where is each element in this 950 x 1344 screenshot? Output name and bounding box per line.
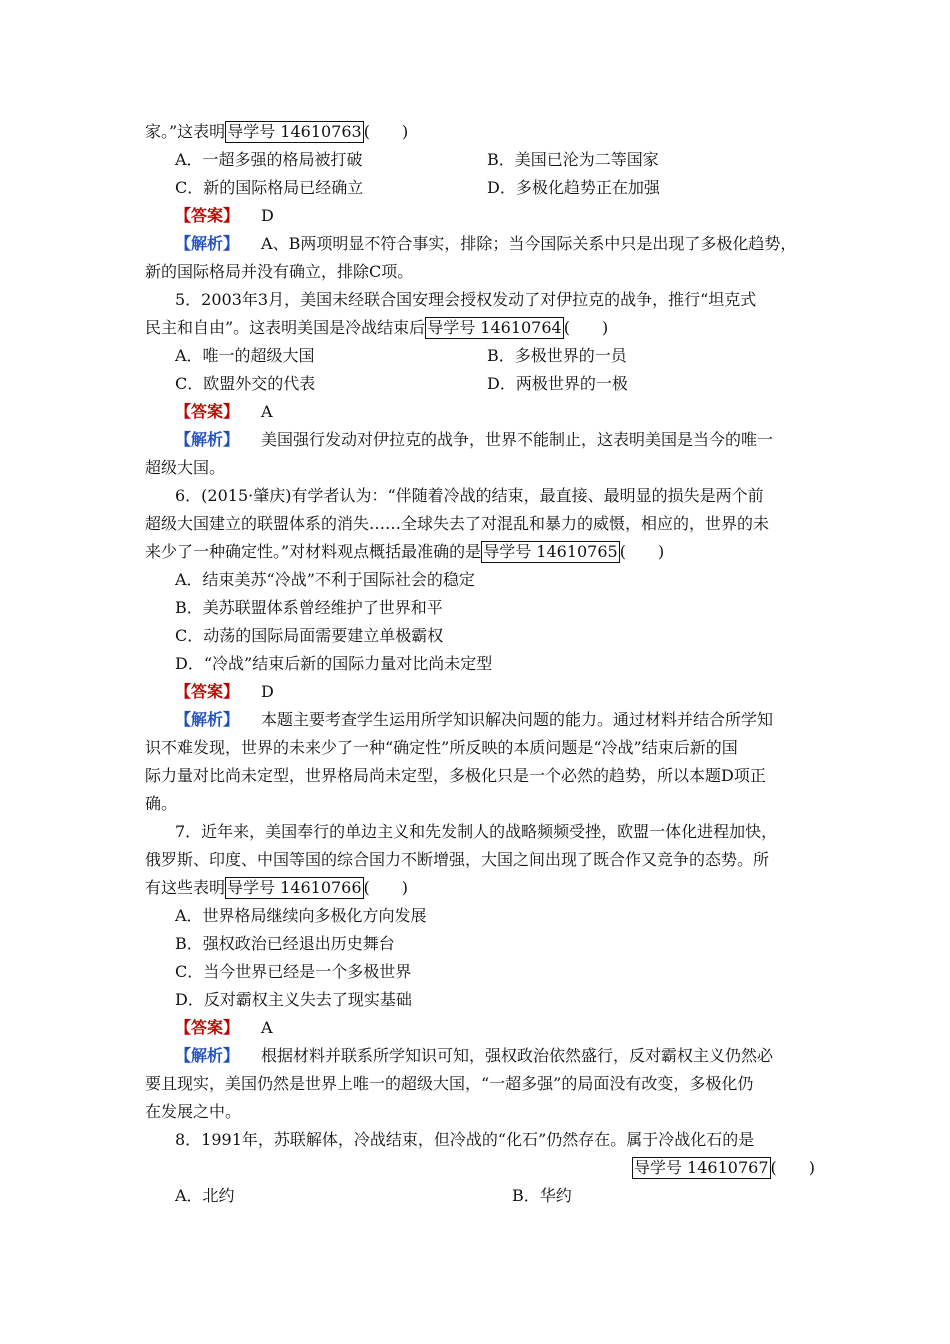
q6-option-d: D．“冷战”结束后新的国际力量对比尚未定型 xyxy=(175,654,493,673)
q5-option-b: B．多极世界的一员 xyxy=(487,346,627,365)
q8-stem-line-2 xyxy=(145,1154,815,1182)
q8-option-a: A．北约 xyxy=(175,1186,235,1205)
q6-stem-text: 来少了一种确定性。”对材料观点概括最准确的是 xyxy=(145,542,482,561)
q5-stem-line-2 xyxy=(145,314,815,342)
q7-explanation-text: 根据材料并联系所学知识可知，强权政治依然盛行，反对霸权主义仍然必 xyxy=(261,1046,774,1065)
q7-answer-tag: 【答案】 xyxy=(175,1018,240,1037)
q5-answer-value: A xyxy=(261,402,273,421)
q5-option-d: D．两极世界的一极 xyxy=(487,374,628,393)
q6-ref-box: 导学号 14610765 xyxy=(483,542,618,561)
q5-stem-line-1: 5．2003年3月，美国未经联合国安理会授权发动了对伊拉克的战争，推行“坦克式 xyxy=(175,290,757,309)
q4-explanation-text: A、B两项明显不符合事实，排除；当今国际关系中只是出现了多极化趋势， xyxy=(261,234,797,253)
q5-answer xyxy=(145,398,815,426)
q7-stem-line-2: 俄罗斯、印度、中国等国的综合国力不断增强，大国之间出现了既合作又竞争的态势。所 xyxy=(145,850,770,869)
q7-explanation-line-2: 要且现实，美国仍然是世界上唯一的超级大国，“一超多强”的局面没有改变，多极化仍 xyxy=(145,1074,754,1093)
q7-explanation-line-3: 在发展之中。 xyxy=(145,1102,242,1121)
q5-option-a: A．唯一的超级大国 xyxy=(175,346,315,365)
q4-ref-box: 导学号 14610763 xyxy=(227,122,362,141)
q4-answer-value: D xyxy=(261,206,274,225)
q4-paren: ( ) xyxy=(363,122,409,141)
q7-option-c: C．当今世界已经是一个多极世界 xyxy=(175,962,412,981)
q7-stem-line-3 xyxy=(145,874,815,902)
q4-option-c: C．新的国际格局已经确立 xyxy=(175,178,364,197)
q6-option-c: C．动荡的国际局面需要建立单极霸权 xyxy=(175,626,444,645)
q5-explanation-text: 美国强行发动对伊拉克的战争，世界不能制止，这表明美国是当今的唯一 xyxy=(261,430,774,449)
q4-explanation-tag: 【解析】 xyxy=(175,234,240,253)
q8-ref-box: 导学号 14610767 xyxy=(633,1158,769,1177)
q4-options-row-2 xyxy=(145,174,815,202)
q7-stem-text: 有这些表明 xyxy=(145,878,226,897)
q5-options-row-2 xyxy=(145,370,815,398)
q6-explanation-text: 本题主要考查学生运用所学知识解决问题的能力。通过材料并结合所学知 xyxy=(261,710,774,729)
q6-stem-line-3 xyxy=(145,538,815,566)
q4-option-b: B．美国已沦为二等国家 xyxy=(487,150,659,169)
q5-options-row-1 xyxy=(145,342,815,370)
q5-stem-text: 民主和自由”。这表明美国是冷战结束后 xyxy=(145,318,426,337)
q8-paren: ( ) xyxy=(770,1158,815,1177)
document-page xyxy=(145,118,815,1210)
q6-explanation-line-4: 确。 xyxy=(145,794,178,813)
q6-option-b: B．美苏联盟体系曾经维护了世界和平 xyxy=(175,598,443,617)
q7-option-b: B．强权政治已经退出历史舞台 xyxy=(175,934,395,953)
q6-explanation-tag: 【解析】 xyxy=(175,710,240,729)
q8-option-b: B．华约 xyxy=(512,1186,572,1205)
q6-explanation-line-2: 识不难发现，世界的未来少了一种“确定性”所反映的本质问题是“冷战”结束后新的国 xyxy=(145,738,738,757)
q4-options-row-1 xyxy=(145,146,815,174)
q7-ref-box: 导学号 14610766 xyxy=(227,878,362,897)
q6-explanation-line-1 xyxy=(145,706,815,734)
q5-answer-tag: 【答案】 xyxy=(175,402,240,421)
q4-option-d: D．多极化趋势正在加强 xyxy=(487,178,660,197)
q7-paren: ( ) xyxy=(363,878,409,897)
q5-explanation-line-2: 超级大国。 xyxy=(145,458,226,477)
q5-option-c: C．欧盟外交的代表 xyxy=(175,374,316,393)
q7-explanation-tag: 【解析】 xyxy=(175,1046,240,1065)
q7-stem-line-1: 7．近年来，美国奉行的单边主义和先发制人的战略频频受挫，欧盟一体化进程加快， xyxy=(175,822,778,841)
q6-answer-value: D xyxy=(261,682,274,701)
q5-ref-box: 导学号 14610764 xyxy=(427,318,562,337)
q5-explanation-line-1 xyxy=(145,426,815,454)
q4-option-a: A．一超多强的格局被打破 xyxy=(175,150,363,169)
q4-explanation-line-2: 新的国际格局并没有确立，排除C项。 xyxy=(145,262,414,281)
q4-stem xyxy=(145,118,815,146)
q6-stem-line-1: 6．(2015·肇庆)有学者认为：“伴随着冷战的结束，最直接、最明显的损失是两个前 xyxy=(175,486,764,505)
q6-explanation-line-3: 际力量对比尚未定型，世界格局尚未定型，多极化只是一个必然的趋势，所以本题D项正 xyxy=(145,766,766,785)
q6-paren: ( ) xyxy=(619,542,665,561)
q4-answer xyxy=(145,202,815,230)
q6-answer-tag: 【答案】 xyxy=(175,682,240,701)
q8-stem-line-1: 8．1991年，苏联解体，冷战结束，但冷战的“化石”仍然存在。属于冷战化石的是 xyxy=(175,1130,755,1149)
q4-answer-tag: 【答案】 xyxy=(175,206,240,225)
q7-option-d: D．反对霸权主义失去了现实基础 xyxy=(175,990,412,1009)
q6-stem-line-2: 超级大国建立的联盟体系的消失……全球失去了对混乱和暴力的威慑，相应的，世界的未 xyxy=(145,514,770,533)
q4-explanation-line-1 xyxy=(145,230,815,258)
q5-paren: ( ) xyxy=(563,318,609,337)
q6-answer xyxy=(145,678,815,706)
q7-explanation-line-1 xyxy=(145,1042,815,1070)
q7-option-a: A．世界格局继续向多极化方向发展 xyxy=(175,906,427,925)
q7-answer xyxy=(145,1014,815,1042)
q7-answer-value: A xyxy=(261,1018,273,1037)
q6-option-a: A．结束美苏“冷战”不利于国际社会的稳定 xyxy=(175,570,475,589)
q8-options-row-1 xyxy=(145,1182,815,1210)
q5-explanation-tag: 【解析】 xyxy=(175,430,240,449)
q4-stem-text: 家。”这表明 xyxy=(145,122,226,141)
